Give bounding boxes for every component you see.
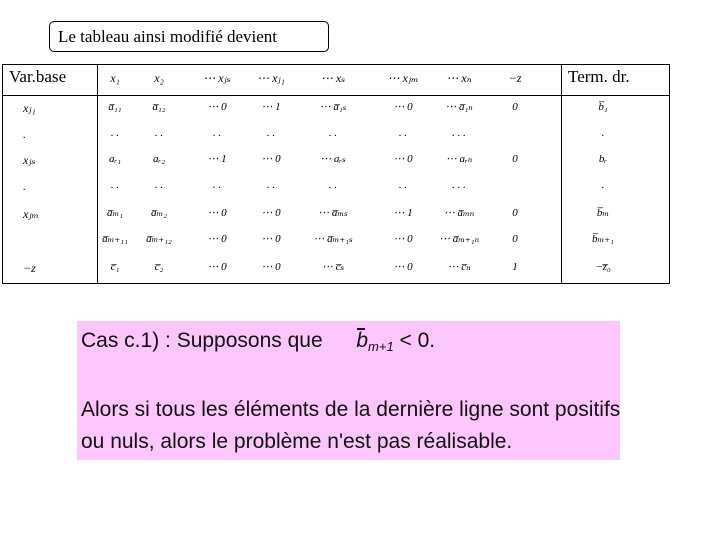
- tableau-cell: ⋯ a̅ₘₙ: [443, 207, 475, 219]
- tableau-cell: ⋯ 1: [393, 207, 413, 219]
- tableau-cell: . .: [154, 127, 164, 139]
- tableau-cell: ⋯ a̅₁ₙ: [445, 101, 473, 113]
- simplex-tableau: [2, 64, 670, 284]
- inequality: < 0.: [393, 329, 436, 352]
- column-header: x₂: [154, 71, 164, 85]
- tableau-cell: . .: [212, 179, 222, 191]
- tableau-cell: ⋯ 0: [207, 233, 227, 245]
- row-basis-label: xⱼ₁: [23, 101, 36, 115]
- header-divider: [3, 95, 669, 96]
- b-subscript: m+1: [368, 339, 394, 354]
- tableau-cell: 0: [512, 101, 518, 113]
- tableau-cell: a̅₁₁: [108, 101, 122, 113]
- tableau-cell: . .: [266, 179, 276, 191]
- note-line-1: [81, 329, 435, 354]
- tableau-cell: ⋯ 1: [207, 153, 227, 165]
- tableau-cell: ⋯ 0: [261, 233, 281, 245]
- tableau-cell: . .: [154, 179, 164, 191]
- tableau-cell: a̅ₘ₁: [106, 207, 124, 219]
- tableau-cell: . . .: [452, 127, 466, 139]
- tableau-cell: . .: [328, 179, 338, 191]
- note-line-2: Alors si tous les éléments de la dernière ligne sont positifs: [81, 398, 621, 421]
- column-header: ⋯ xₛ: [320, 71, 346, 85]
- tableau-cell: ⋯ c̅ₛ: [321, 261, 345, 273]
- col-divider-left: [97, 65, 98, 283]
- note-line-3: ou nuls, alors le problème n'est pas réalisable.: [81, 430, 513, 453]
- tableau-cell: ⋯ a̅ₘ₊₁ₛ: [313, 233, 353, 245]
- tableau-cell: . .: [212, 127, 222, 139]
- rhs-cell: b̅₁: [598, 101, 608, 113]
- tableau-cell: . .: [266, 127, 276, 139]
- tableau-cell: ⋯ 0: [393, 261, 413, 273]
- rhs-cell: b̅ₘ: [596, 207, 610, 219]
- tableau-cell: . .: [110, 127, 120, 139]
- column-header: ⋯ xⱼₛ: [203, 71, 231, 85]
- section-title: Le tableau ainsi modifié devient: [49, 21, 329, 52]
- rhs-cell: .: [601, 179, 605, 191]
- case-note: [77, 321, 620, 460]
- column-header: −z: [508, 71, 522, 85]
- row-basis-label: xⱼₘ: [23, 207, 39, 221]
- row-basis-label: xⱼₛ: [23, 153, 36, 167]
- tableau-cell: . . .: [452, 179, 466, 191]
- tableau-cell: ⋯ 0: [393, 153, 413, 165]
- row-basis-label: −z: [23, 261, 36, 275]
- b-bar-symbol: b: [356, 329, 369, 352]
- tableau-cell: a̅ₘ₊₁₂: [146, 233, 172, 245]
- tableau-cell: 1: [512, 261, 518, 273]
- column-header: x₁: [110, 71, 120, 85]
- tableau-cell: ⋯ 0: [261, 153, 281, 165]
- tableau-cell: 0: [512, 153, 518, 165]
- column-header: ⋯ xₙ: [446, 71, 472, 85]
- tableau-cell: ⋯ 1: [261, 101, 281, 113]
- row-basis-label: .: [23, 127, 26, 141]
- tableau-cell: a̅ₘ₂: [150, 207, 168, 219]
- tableau-cell: . .: [398, 179, 408, 191]
- tableau-cell: a̅ₘ₊₁₁: [102, 233, 128, 245]
- tableau-cell: ⋯ 0: [261, 261, 281, 273]
- tableau-cell: ⋯ 0: [393, 233, 413, 245]
- header-term-dr: Term. dr.: [568, 67, 630, 86]
- tableau-cell: aᵣ₂: [152, 153, 166, 165]
- tableau-cell: ⋯ 0: [207, 261, 227, 273]
- tableau-cell: aᵣ₁: [108, 153, 122, 165]
- rhs-cell: −z̅₀: [595, 261, 611, 273]
- tableau-cell: . .: [398, 127, 408, 139]
- tableau-cell: ⋯ 0: [261, 207, 281, 219]
- tableau-cell: c̅₁: [110, 261, 120, 273]
- tableau-cell: ⋯ 0: [207, 207, 227, 219]
- tableau-cell: a̅₁₂: [152, 101, 166, 113]
- tableau-cell: ⋯ 0: [393, 101, 413, 113]
- column-header: ⋯ xⱼₘ: [387, 71, 419, 85]
- rhs-cell: .: [601, 127, 605, 139]
- tableau-cell: ⋯ 0: [207, 101, 227, 113]
- tableau-cell: ⋯ aᵣₙ: [445, 153, 473, 165]
- col-divider-right: [561, 65, 562, 283]
- tableau-cell: ⋯ a̅ₘ₊₁ₙ: [438, 233, 480, 245]
- tableau-cell: ⋯ aᵣₛ: [320, 153, 346, 165]
- column-header: ⋯ xⱼ₁: [257, 71, 285, 85]
- note-line-1-prefix: Cas c.1) : Supposons que: [81, 329, 323, 352]
- rhs-cell: bᵣ: [598, 153, 608, 165]
- rhs-cell: b̅ₘ₊₁: [592, 233, 614, 245]
- tableau-cell: ⋯ a̅ₘₛ: [318, 207, 348, 219]
- tableau-cell: . .: [110, 179, 120, 191]
- tableau-cell: 0: [512, 207, 518, 219]
- row-basis-label: .: [23, 179, 26, 193]
- header-var-base: Var.base: [9, 67, 67, 86]
- tableau-cell: . .: [328, 127, 338, 139]
- tableau-cell: ⋯ c̅ₙ: [447, 261, 471, 273]
- tableau-cell: ⋯ a̅₁ₛ: [319, 101, 347, 113]
- tableau-cell: c̅₂: [154, 261, 164, 273]
- tableau-cell: 0: [512, 233, 518, 245]
